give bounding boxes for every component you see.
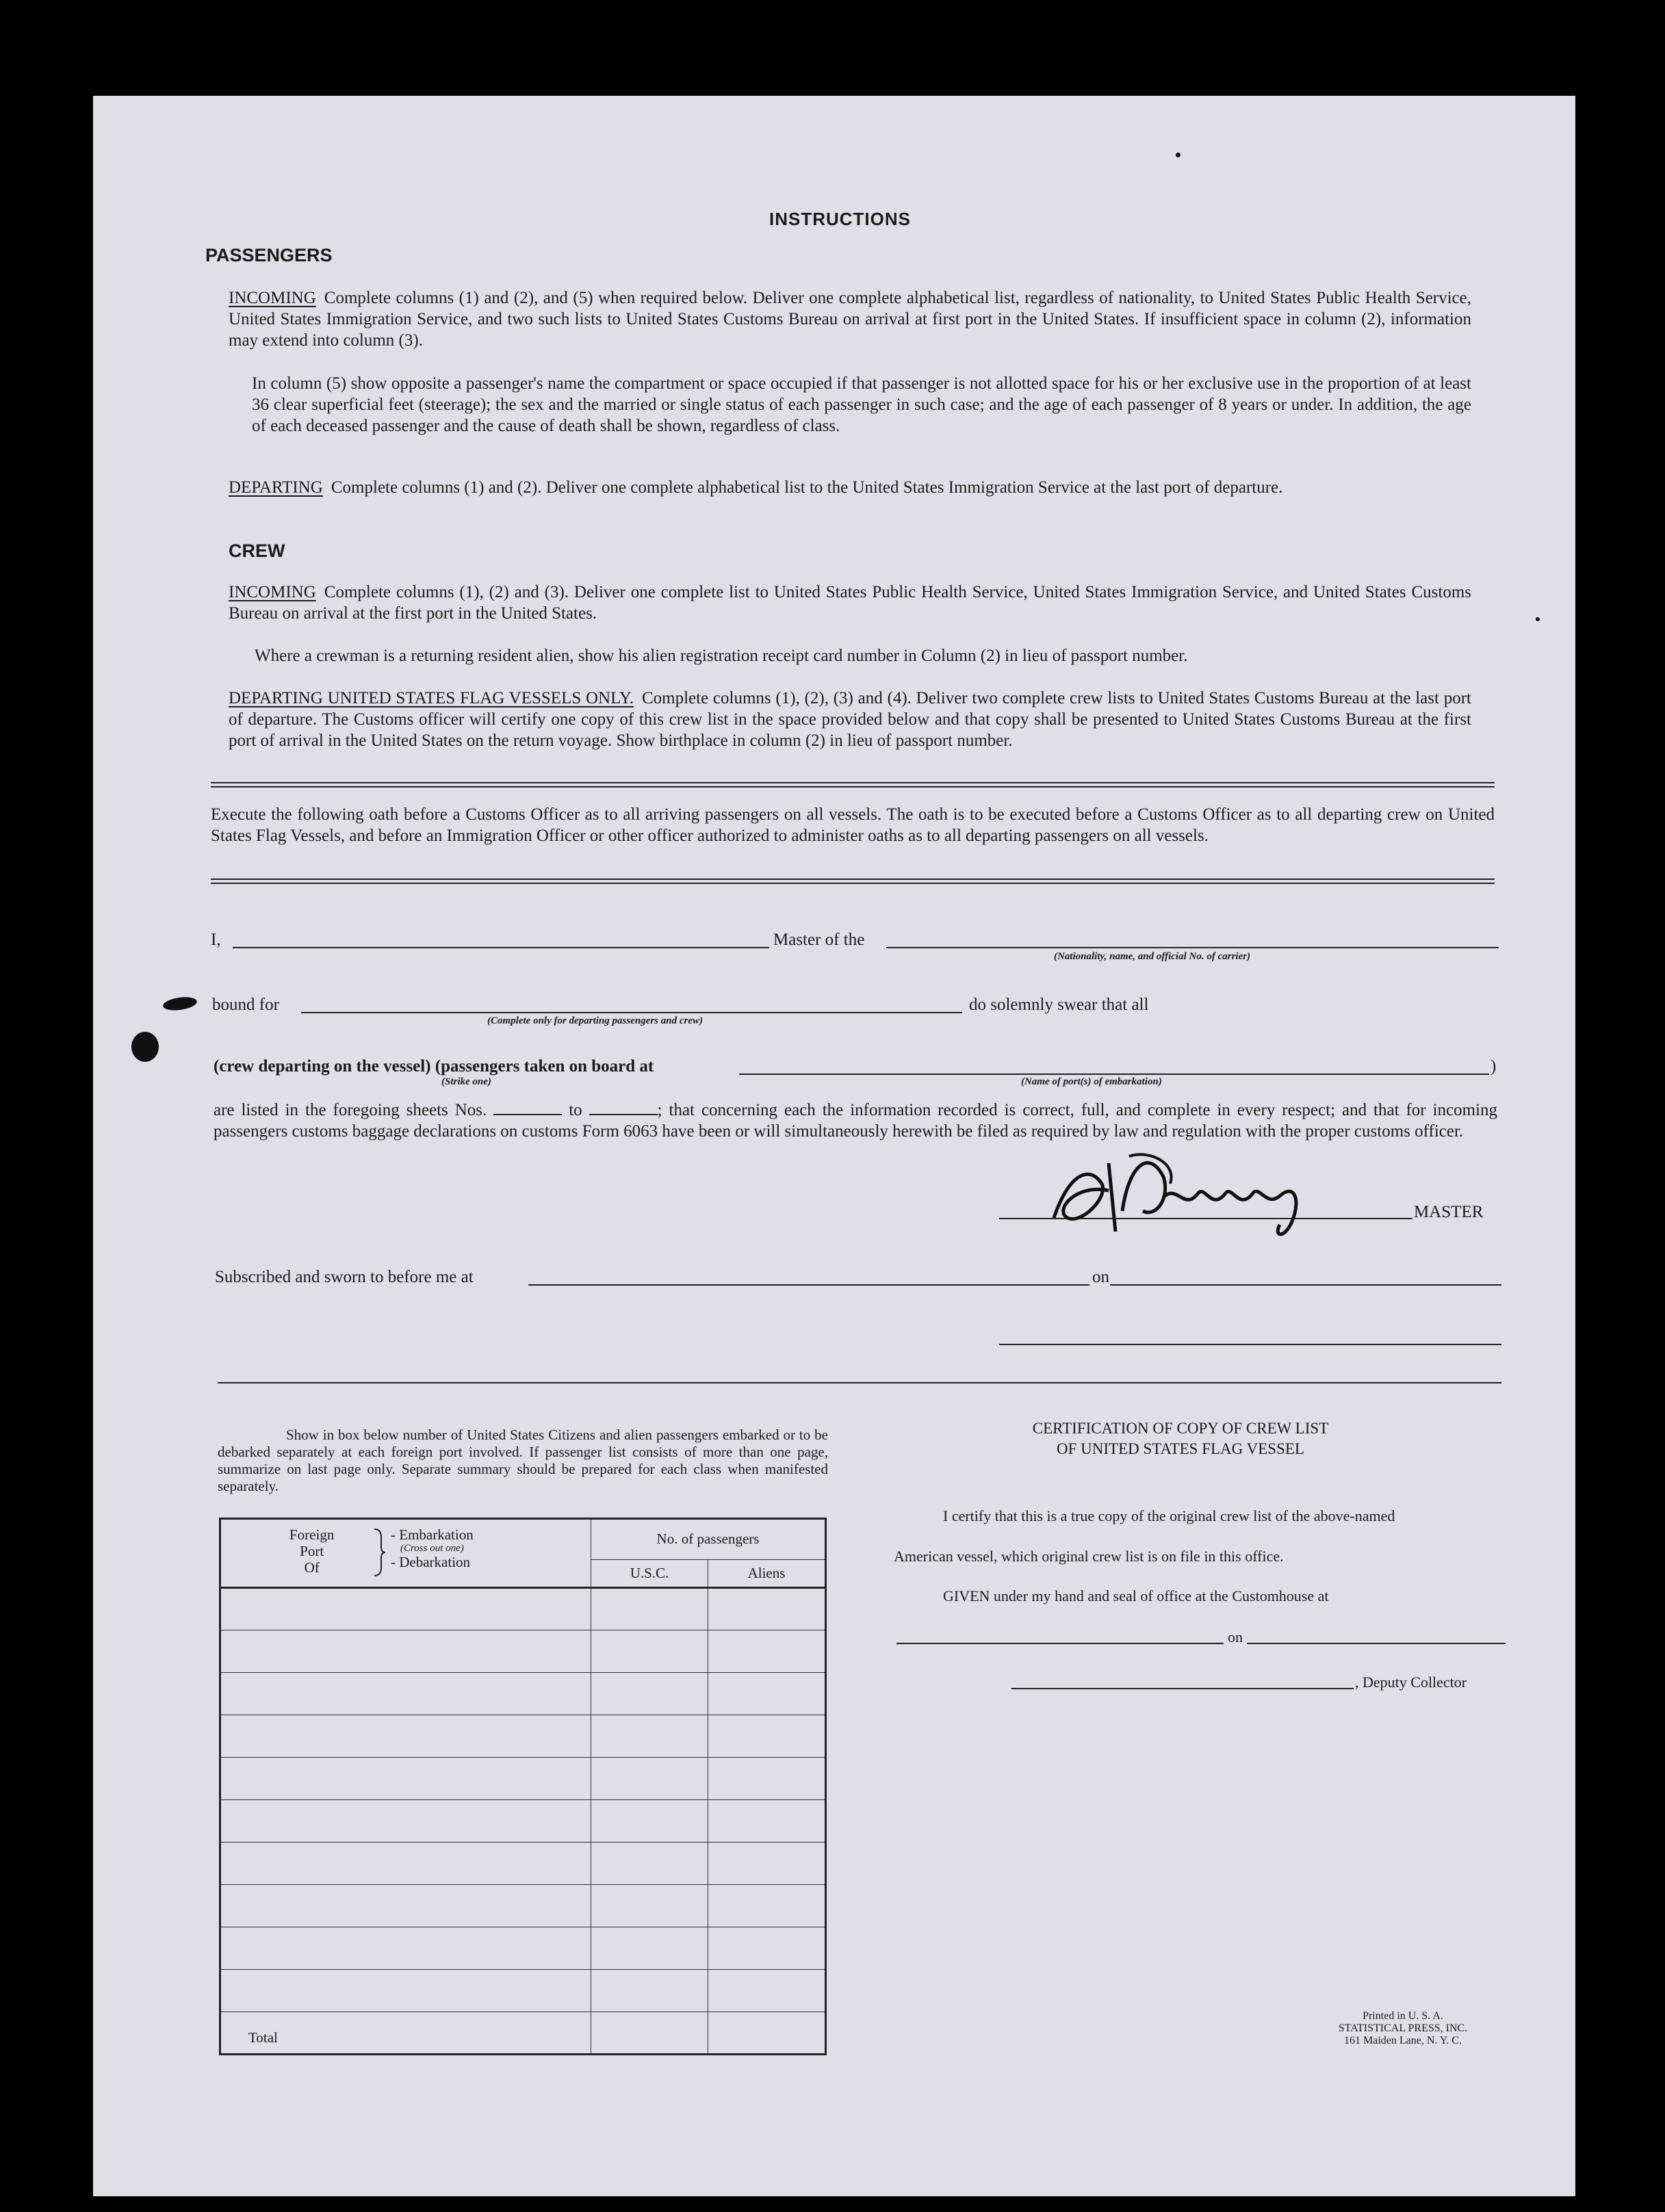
certification-on-label: on (1228, 1628, 1243, 1645)
listed-text-1: are listed in the foregoing sheets Nos. (214, 1101, 487, 1119)
master-name-field[interactable] (233, 947, 769, 948)
port-cell[interactable] (220, 1800, 591, 1843)
sheet-to-field[interactable] (589, 1102, 658, 1115)
passengers-incoming-text: Complete columns (1) and (2), and (5) when required below. Deliver one complete alphabetical list, regardless of nationality, to United States Public Health Service, United States Immigration Service, and two such lists to United States Customs Bureau on arrival at first port in the United States. If insufficient space in column (2), information may extend into column (3). (229, 289, 1471, 350)
crew-incoming-label: INCOMING (229, 583, 316, 601)
listed-text-2: ; that concerning each the information recorded is correct, full, and complete in every respect; and that for incoming passengers customs baggage declarations on customs Form 6063 have been or will simultaneously herewith be filed as required by law and regulation with the proper customs officer. (214, 1101, 1498, 1141)
ports-caption: (Name of port(s) of embarkation) (1021, 1076, 1162, 1087)
nationality-caption: (Nationality, name, and official No. of carrier) (1054, 951, 1251, 962)
aliens-header: Aliens (708, 1559, 826, 1587)
master-of-label: Master of the (773, 931, 865, 949)
usc-total-cell[interactable] (591, 2012, 708, 2054)
aliens-cell[interactable] (708, 1927, 826, 1969)
subscribed-date-field[interactable] (1110, 1284, 1501, 1286)
aliens-cell[interactable] (708, 1843, 826, 1885)
speck (1536, 617, 1540, 621)
foreign-label: Foreign (289, 1526, 335, 1543)
passenger-summary-table (219, 1518, 827, 2055)
passengers-departing-paragraph (229, 477, 1471, 498)
brace-icon (373, 1528, 387, 1577)
deputy-collector-signature-field[interactable] (1011, 1688, 1354, 1689)
debarkation-label: - Debarkation (391, 1554, 471, 1570)
given-text: GIVEN under my hand and seal of office at the Customhouse at (943, 1587, 1329, 1604)
usc-cell[interactable] (591, 1588, 708, 1630)
printer-line-3: 161 Maiden Lane, N. Y. C. (1344, 2035, 1462, 2046)
foreign-port-of-label (289, 1526, 334, 1576)
certification-date-field[interactable] (1247, 1643, 1506, 1644)
certification-heading (862, 1418, 1499, 1459)
port-cell[interactable] (220, 1673, 591, 1715)
usc-cell[interactable] (591, 1715, 708, 1758)
deputy-collector-label: , Deputy Collector (1355, 1674, 1467, 1691)
section-rule (218, 1382, 1501, 1383)
port-label: Port (300, 1543, 324, 1559)
aliens-cell[interactable] (708, 1969, 826, 2012)
certify-text-2: American vessel, which original crew list is on file in this office. (894, 1548, 1284, 1565)
bound-for-field[interactable] (301, 1012, 962, 1013)
page-title: INSTRUCTIONS (769, 209, 911, 229)
port-cell[interactable] (220, 1758, 591, 1800)
aliens-cell[interactable] (708, 1630, 826, 1673)
usc-cell[interactable] (591, 1800, 708, 1843)
crew-heading: CREW (229, 541, 285, 561)
crew-departing-label: (crew departing on the vessel) (passengers taken on board at (214, 1057, 654, 1076)
speck (1176, 153, 1180, 157)
oath-i-label: I, (211, 931, 221, 949)
listed-to-label: to (569, 1101, 582, 1119)
embarkation-ports-field[interactable] (739, 1074, 1489, 1075)
usc-cell[interactable] (591, 1927, 708, 1969)
printer-line-2: STATISTICAL PRESS, INC. (1338, 2022, 1468, 2034)
carrier-field[interactable] (886, 947, 1499, 948)
port-cell[interactable] (220, 1843, 591, 1885)
aliens-cell[interactable] (708, 1885, 826, 1927)
resident-alien-paragraph: Where a crewman is a returning resident alien, show his alien registration receipt card number in Column (2) in lieu of passport number. (255, 647, 1188, 665)
double-rule (211, 782, 1495, 788)
master-label: MASTER (1414, 1203, 1484, 1221)
of-label: Of (304, 1559, 320, 1576)
aliens-cell[interactable] (708, 1758, 826, 1800)
aliens-cell[interactable] (708, 1673, 826, 1715)
port-cell[interactable] (220, 1885, 591, 1927)
certification-heading-2: OF UNITED STATES FLAG VESSEL (1057, 1440, 1304, 1457)
sheet-from-field[interactable] (493, 1102, 562, 1115)
passengers-heading: PASSENGERS (205, 245, 333, 265)
no-of-passengers-header: No. of passengers (591, 1519, 826, 1560)
printer-imprint (1293, 2010, 1512, 2047)
subscribed-place-field[interactable] (528, 1284, 1089, 1286)
passengers-departing-label: DEPARTING (229, 478, 323, 497)
subscribed-on-label: on (1092, 1268, 1109, 1286)
cross-out-label: (Cross out one) (400, 1543, 464, 1554)
certify-text-1: I certify that this is a true copy of the original crew list of the above-named (943, 1507, 1395, 1524)
printer-line-1: Printed in U. S. A. (1363, 2010, 1443, 2022)
embarkation-options (391, 1526, 474, 1570)
aliens-cell[interactable] (708, 1715, 826, 1758)
passengers-departing-text: Complete columns (1) and (2). Deliver one complete alphabetical list to the United States Immigration Service at the last port of departure. (331, 478, 1283, 497)
usc-cell[interactable] (591, 1758, 708, 1800)
swear-label: do solemnly swear that all (969, 996, 1149, 1014)
usc-cell[interactable] (591, 1885, 708, 1927)
crew-incoming-paragraph (229, 582, 1471, 624)
bound-for-caption: (Complete only for departing passengers and crew) (487, 1015, 703, 1026)
passengers-incoming-paragraph (229, 287, 1471, 351)
box-instructions: Show in box below number of United States Citizens and alien passengers embarked or to be debarked separately at each foreign port involved. If passenger list consists of more than one page, summarize on last page only. Separate summary should be prepared for each class when manifested separately. (218, 1427, 828, 1494)
ink-blot (131, 1032, 159, 1062)
aliens-total-cell[interactable] (708, 2012, 826, 2054)
total-label: Total (220, 2012, 591, 2054)
subscribed-label: Subscribed and sworn to before me at (215, 1268, 474, 1286)
usc-cell[interactable] (591, 1630, 708, 1673)
bound-for-label: bound for (212, 996, 279, 1014)
port-cell[interactable] (220, 1969, 591, 2012)
crew-incoming-text: Complete columns (1), (2) and (3). Deliver one complete list to United States Public Health Service, United States Immigration Service, and United States Customs Bureau on arrival at the first port in the United States. (229, 583, 1471, 623)
usc-cell[interactable] (591, 1673, 708, 1715)
usc-cell[interactable] (591, 1969, 708, 2012)
oath-intro: Execute the following oath before a Customs Officer as to all arriving passengers on all vessels. The oath is to be executed before a Customs Officer as to all departing crew on United States Flag Vessels, and before an Immigration Officer or other officer authorized to administer oaths as to all departing passengers on all vessels. (211, 805, 1495, 845)
certification-heading-1: CERTIFICATION OF COPY OF CREW LIST (1032, 1420, 1329, 1437)
port-cell[interactable] (220, 1927, 591, 1969)
column5-paragraph: In column (5) show opposite a passenger's name the compartment or space occupied if that passenger is not allotted space for his or her exclusive use in the proportion of at least 36 clear superficial feet (steerage); the sex and the married or single status of each passenger in such case; and the age of each passenger of 8 years or under. In addition, the age of each deceased passenger and the cause of death shall be shown, regardless of class. (252, 374, 1471, 435)
embarkation-label: - Embarkation (391, 1526, 474, 1543)
port-cell[interactable] (220, 1630, 591, 1673)
port-cell[interactable] (220, 1588, 591, 1630)
crew-departing-paragraph (229, 688, 1471, 751)
foreign-port-header (220, 1519, 591, 1588)
passengers-incoming-label: INCOMING (229, 289, 316, 307)
customhouse-field[interactable] (896, 1643, 1224, 1644)
strike-one-caption: (Strike one) (441, 1076, 491, 1087)
usc-header: U.S.C. (591, 1559, 708, 1587)
aliens-cell[interactable] (708, 1800, 826, 1843)
master-signature (1027, 1136, 1355, 1245)
aliens-cell[interactable] (708, 1588, 826, 1630)
close-paren: ) (1490, 1057, 1497, 1076)
crew-departing-label: DEPARTING UNITED STATES FLAG VESSELS ONLY. (229, 689, 634, 707)
double-rule (211, 879, 1495, 884)
officer-signature-field[interactable] (999, 1344, 1501, 1345)
crew-departing-text: Complete columns (1), (2), (3) and (4). Deliver two complete crew lists to United States Customs Bureau at the last port of departure. The Customs officer will certify one copy of this crew list in the space provided below and that copy shall be presented to United States Customs Bureau at the first port of arrival in the United States on the return voyage. Show birthplace in column (2) in lieu of passport number. (229, 689, 1471, 750)
usc-cell[interactable] (591, 1843, 708, 1885)
port-cell[interactable] (220, 1715, 591, 1758)
